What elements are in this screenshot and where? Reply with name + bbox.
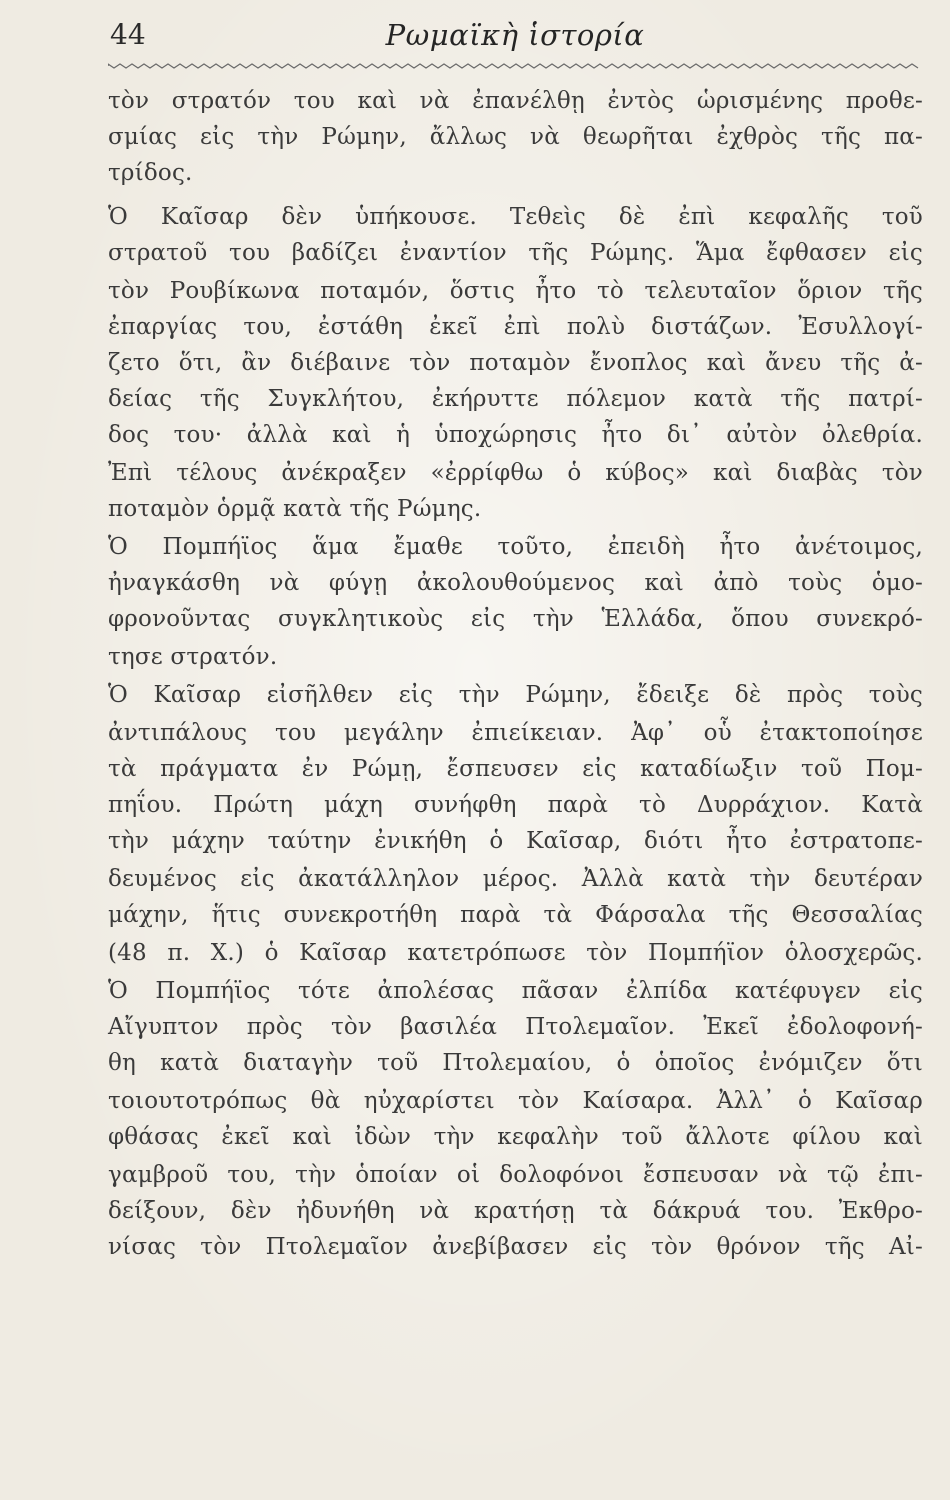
text-line: τὰ πράγματα ἐν Ρώμῃ, ἔσπευσεν εἰς καταδίωξιν τοῦ Πομ- — [108, 756, 923, 782]
text-line: τοιουτοτρόπως θὰ ηὐχαρίστει τὸν Καίσαρα. Ἀλλ᾽ ὁ Καῖσαρ — [108, 1088, 923, 1114]
text-line: νίσας τὸν Πτολεμαῖον ἀνεβίβασεν εἰς τὸν θρόνον τῆς Αἰ- — [108, 1234, 923, 1260]
text-line: τὴν μάχην ταύτην ἐνικήθη ὁ Καῖσαρ, διότι ἦτο ἐστρατοπε- — [108, 828, 923, 854]
text-line: τρίδος. — [108, 160, 193, 186]
text-line: στρατοῦ του βαδίζει ἐναντίον τῆς Ρώμης. Ἅμα ἔφθασεν εἰς — [108, 240, 923, 266]
text-line: δείας τῆς Συγκλήτου, ἐκήρυττε πόλεμον κατὰ τῆς πατρί- — [108, 386, 923, 412]
text-line: δείξουν, δὲν ἠδυνήθη νὰ κρατήσῃ τὰ δάκρυά του. Ἐκθρο- — [108, 1198, 923, 1224]
text-line: πηΐου. Πρώτη μάχη συνήφθη παρὰ τὸ Δυρράχιον. Κατὰ — [108, 792, 923, 818]
text-line: Ἐπὶ τέλους ἀνέκραξεν «ἐρρίφθω ὁ κύβος» καὶ διαβὰς τὸν — [108, 460, 923, 486]
text-line: ποταμὸν ὁρμᾷ κατὰ τῆς Ρώμης. — [108, 496, 482, 522]
text-line: γαμβροῦ του, τὴν ὁποίαν οἱ δολοφόνοι ἔσπευσαν νὰ τῷ ἐπι- — [108, 1162, 923, 1188]
text-line: Αἴγυπτον πρὸς τὸν βασιλέα Πτολεμαῖον. Ἐκεῖ ἐδολοφονή- — [108, 1014, 923, 1040]
text-line: Ὁ Καῖσαρ εἰσῆλθεν εἰς τὴν Ρώμην, ἔδειξε δὲ πρὸς τοὺς — [108, 682, 923, 708]
text-line: σμίας εἰς τὴν Ρώμην, ἄλλως νὰ θεωρῆται ἐχθρὸς τῆς πα- — [108, 124, 923, 150]
text-line: Ὁ Πομπήϊος τότε ἀπολέσας πᾶσαν ἐλπίδα κατέφυγεν εἰς — [108, 978, 923, 1004]
text-line: (48 π. Χ.) ὁ Καῖσαρ κατετρόπωσε τὸν Πομπήϊον ὁλοσχερῶς. — [108, 940, 923, 966]
text-line: μάχην, ἥτις συνεκροτήθη παρὰ τὰ Φάρσαλα τῆς Θεσσαλίας — [108, 902, 923, 928]
text-line: φρονοῦντας συγκλητικοὺς εἰς τὴν Ἑλλάδα, ὅπου συνεκρό- — [108, 606, 923, 632]
page-header — [110, 18, 920, 68]
text-line: τὸν Ρουβίκωνα ποταμόν, ὅστις ἦτο τὸ τελευταῖον ὅριον τῆς — [108, 278, 923, 304]
text-line: ἐπαργίας του, ἐστάθη ἐκεῖ ἐπὶ πολὺ διστάζων. Ἐσυλλογί- — [108, 314, 923, 340]
text-line: δος του· ἀλλὰ καὶ ἡ ὑποχώρησις ἦτο δι᾽ αὐτὸν ὀλεθρία. — [108, 422, 923, 448]
text-line: ἠναγκάσθη νὰ φύγῃ ἀκολουθούμενος καὶ ἀπὸ τοὺς ὁμο- — [108, 570, 923, 596]
text-line: τὸν στρατόν του καὶ νὰ ἐπανέλθῃ ἐντὸς ὡρισμένης προθε- — [108, 88, 923, 114]
page-number: 44 — [110, 18, 146, 51]
text-line: ἀντιπάλους του μεγάλην ἐπιείκειαν. Ἀφ᾽ οὗ ἐτακτοποίησε — [108, 720, 923, 746]
text-line: Ὁ Καῖσαρ δὲν ὑπήκουσε. Τεθεὶς δὲ ἐπὶ κεφαλῆς τοῦ — [108, 204, 923, 230]
text-line: φθάσας ἐκεῖ καὶ ἰδὼν τὴν κεφαλὴν τοῦ ἄλλοτε φίλου καὶ — [108, 1124, 923, 1150]
running-title: Ρωμαϊκὴ ἱστορία — [385, 18, 645, 52]
text-line: τησε στρατόν. — [108, 644, 278, 670]
text-line: δευμένος εἰς ἀκατάλληλον μέρος. Ἀλλὰ κατὰ τὴν δευτέραν — [108, 866, 923, 892]
text-line: θη κατὰ διαταγὴν τοῦ Πτολεμαίου, ὁ ὁποῖος ἐνόμιζεν ὅτι — [108, 1050, 923, 1076]
header-wavy-rule — [108, 62, 920, 70]
text-line: ζετο ὅτι, ἂν διέβαινε τὸν ποταμὸν ἔνοπλος καὶ ἄνευ τῆς ἀ- — [108, 350, 923, 376]
text-line: Ὁ Πομπήϊος ἅμα ἔμαθε τοῦτο, ἐπειδὴ ἦτο ἀνέτοιμος, — [108, 534, 923, 560]
